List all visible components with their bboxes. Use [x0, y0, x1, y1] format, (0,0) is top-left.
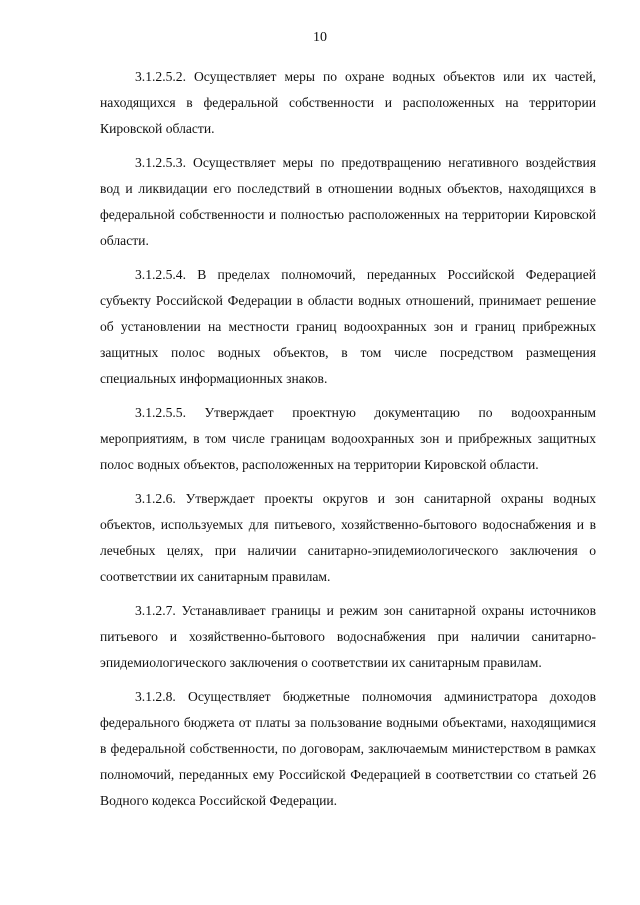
paragraph-3-1-2-5-2: 3.1.2.5.2. Осуществляет меры по охране водных объектов или их частей, находящихся в федеральной собственности и расположенных на территории Кировской области.	[100, 69, 596, 136]
paragraph-3-1-2-5-5: 3.1.2.5.5. Утверждает проектную документацию по водоохранным мероприятиям, в том числе границам водоохранных зон и прибрежных защитных полос водных объектов, расположенных на территории Кировской области.	[100, 405, 596, 472]
page-number: 10	[313, 30, 327, 45]
document-body	[100, 64, 596, 814]
paragraph-3-1-2-5-4: 3.1.2.5.4. В пределах полномочий, переданных Российской Федерацией субъекту Российской Федерации в области водных отношений, принимает решение об установлении на местности границ водоохранных зон и границ прибрежных защитных полос водных объектов, в том числе посредством размещения специальных информационных знаков.	[100, 267, 596, 386]
paragraph-3-1-2-8: 3.1.2.8. Осуществляет бюджетные полномочия администратора доходов федерального бюджета от платы за пользование водными объектами, находящимися в федеральной собственности, по договорам, заключаемым министерством в рамках полномочий, переданных ему Российской Федерацией в соответствии со статьей 26 Водного кодекса Российской Федерации.	[100, 689, 596, 808]
paragraph-3-1-2-5-3: 3.1.2.5.3. Осуществляет меры по предотвращению негативного воздействия вод и ликвидации его последствий в отношении водных объектов, находящихся в федеральной собственности и полностью расположенных на территории Кировской области.	[100, 155, 596, 248]
paragraph-3-1-2-7: 3.1.2.7. Устанавливает границы и режим зон санитарной охраны источников питьевого и хозяйственно-бытового водоснабжения при наличии санитарно-эпидемиологического заключения о соответствии их санитарным правилам.	[100, 603, 596, 670]
paragraph-3-1-2-6: 3.1.2.6. Утверждает проекты округов и зон санитарной охраны водных объектов, используемых для питьевого, хозяйственно-бытового водоснабжения и в лечебных целях, при наличии санитарно-эпидемиологического заключения о соответствии их санитарным правилам.	[100, 491, 596, 584]
